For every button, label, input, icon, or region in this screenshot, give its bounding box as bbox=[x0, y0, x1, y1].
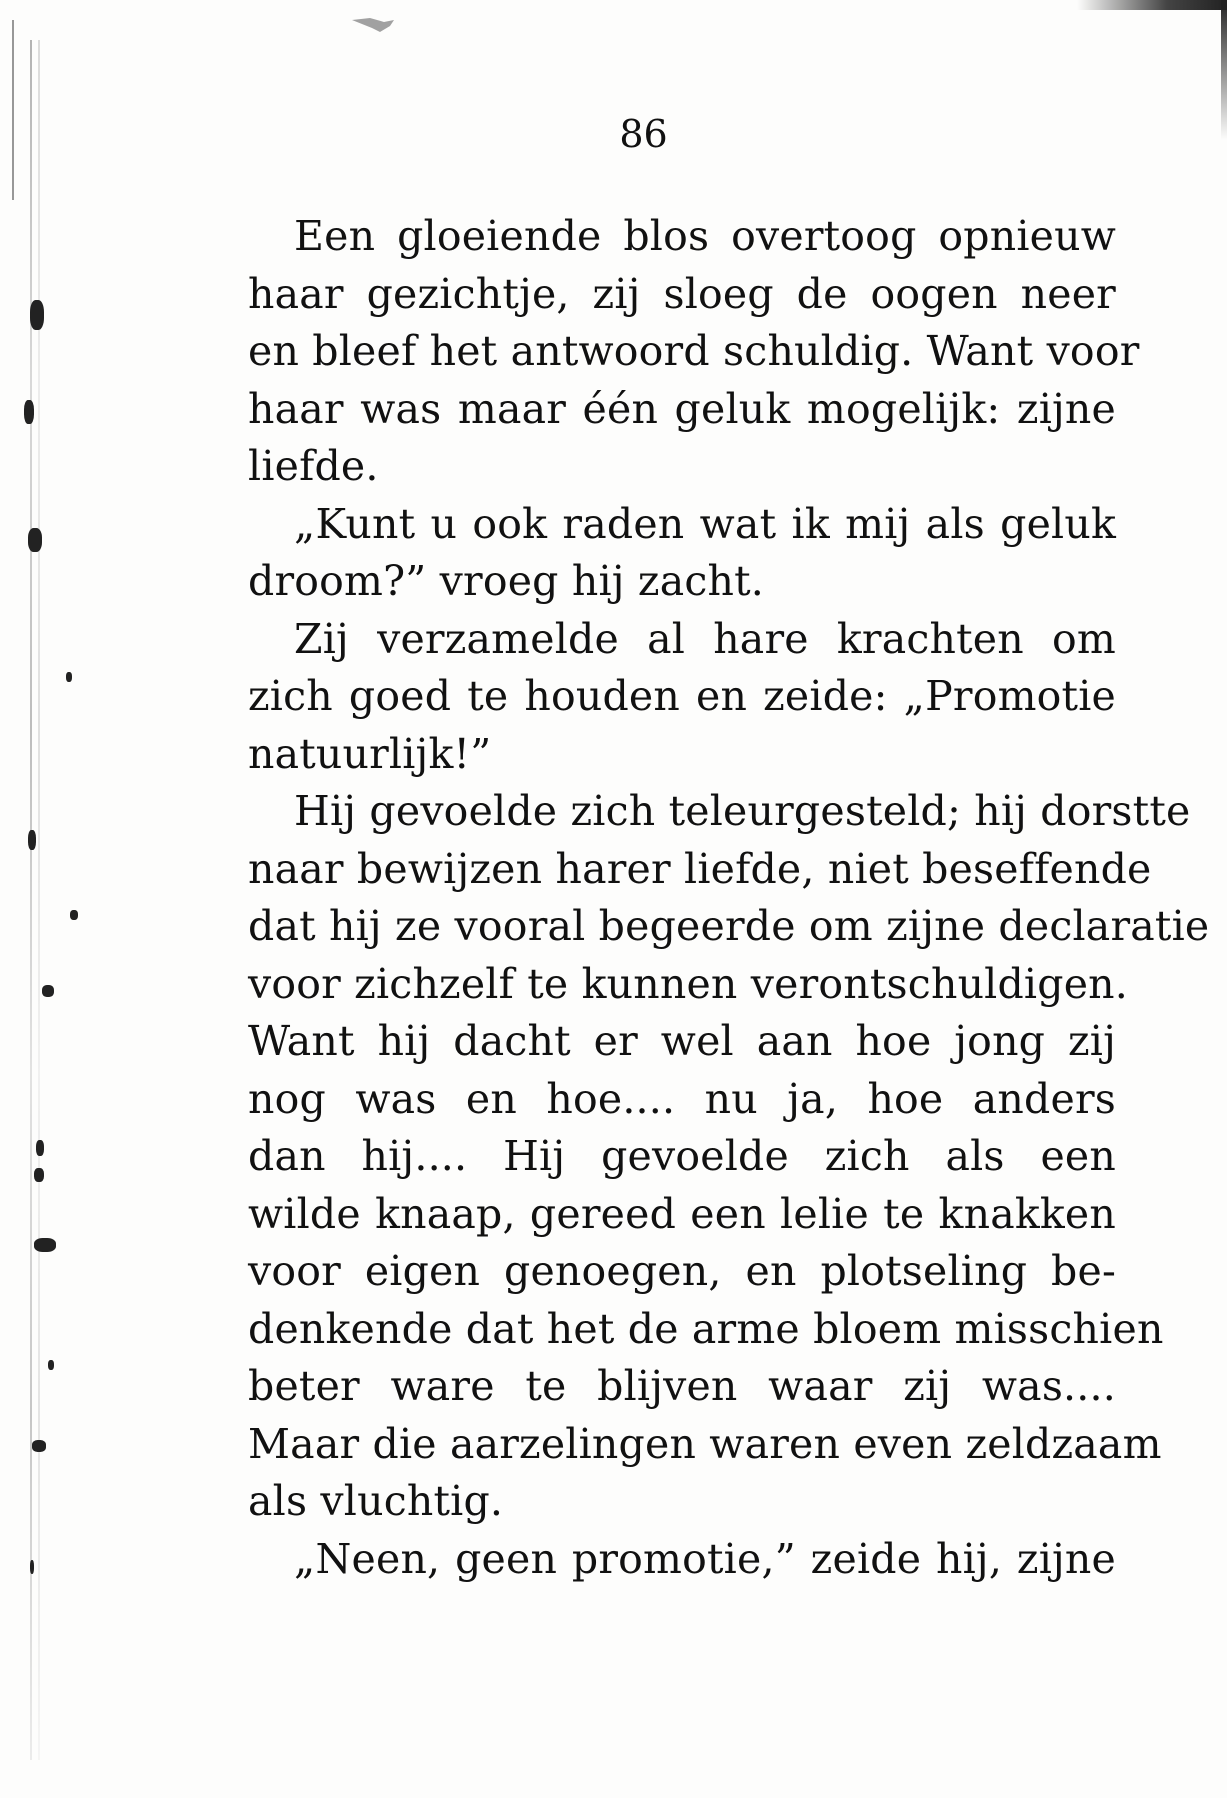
text-line: liefde. bbox=[248, 442, 379, 490]
scan-speck bbox=[32, 1440, 46, 1452]
text-line: droom?” vroeg hij zacht. bbox=[248, 557, 765, 605]
text-line: zich goed te houden en zeide: „Promotie bbox=[248, 672, 1116, 720]
text-line: „Neen, geen promotie,” zeide hij, zijne bbox=[294, 1534, 1116, 1583]
scan-speck bbox=[28, 830, 36, 850]
scan-speck bbox=[34, 1168, 44, 1182]
binding-edge bbox=[0, 0, 80, 1798]
text-line: natuurlijk!” bbox=[248, 729, 492, 778]
binding-shadow-line bbox=[12, 20, 14, 200]
body-text bbox=[248, 208, 1210, 1588]
text-line: haar gezichtje, zij sloeg de oogen neer bbox=[248, 269, 1116, 318]
scan-speck bbox=[48, 1360, 54, 1370]
text-line: wilde knaap, gereed een lelie te knakken bbox=[248, 1189, 1116, 1238]
scan-speck bbox=[30, 300, 44, 330]
scan-speck bbox=[34, 1238, 56, 1252]
text-line: Hij gevoelde zich teleurgesteld; hij dorstte bbox=[294, 787, 1191, 835]
text-line: Een gloeiende blos overtoog opnieuw bbox=[294, 212, 1116, 260]
scan-speck bbox=[42, 985, 54, 997]
text-line: „Kunt u ook raden wat ik mij als geluk bbox=[294, 499, 1116, 548]
text-line: denkende dat het de arme bloem misschien bbox=[248, 1304, 1164, 1353]
scan-speck bbox=[70, 910, 78, 920]
scan-speck bbox=[28, 528, 42, 552]
text-line: haar was maar één geluk mogelijk: zijne bbox=[248, 384, 1116, 433]
binding-shadow-line bbox=[30, 40, 32, 1760]
binding-shadow-line bbox=[38, 40, 40, 1760]
text-line: voor eigen genoegen, en plotseling be- bbox=[248, 1247, 1116, 1295]
text-line: nog was en hoe.... nu ja, hoe anders bbox=[248, 1074, 1116, 1123]
text-line: als vluchtig. bbox=[248, 1477, 504, 1525]
text-line: en bleef het antwoord schuldig. Want voor bbox=[248, 327, 1140, 375]
scan-corner-mark bbox=[1077, 0, 1227, 10]
scan-speck bbox=[66, 672, 72, 682]
text-line: voor zichzelf te kunnen verontschuldigen. bbox=[248, 959, 1128, 1008]
text-line: Want hij dacht er wel aan hoe jong zij bbox=[248, 1017, 1116, 1065]
text-line: dan hij.... Hij gevoelde zich als een bbox=[248, 1132, 1116, 1180]
text-line: Zij verzamelde al hare krachten om bbox=[294, 614, 1116, 663]
scan-speck bbox=[24, 400, 34, 424]
scan-speck bbox=[36, 1140, 44, 1156]
text-line: beter ware te blijven waar zij was.... bbox=[248, 1362, 1116, 1410]
text-line: naar bewijzen harer liefde, niet beseffende bbox=[248, 844, 1152, 893]
text-line: dat hij ze vooral begeerde om zijne declaratie bbox=[248, 902, 1210, 950]
text-line: Maar die aarzelingen waren even zeldzaam bbox=[248, 1419, 1162, 1468]
scan-smudge bbox=[350, 14, 410, 38]
page-number: 86 bbox=[619, 112, 668, 156]
scan-speck bbox=[30, 1560, 34, 1574]
